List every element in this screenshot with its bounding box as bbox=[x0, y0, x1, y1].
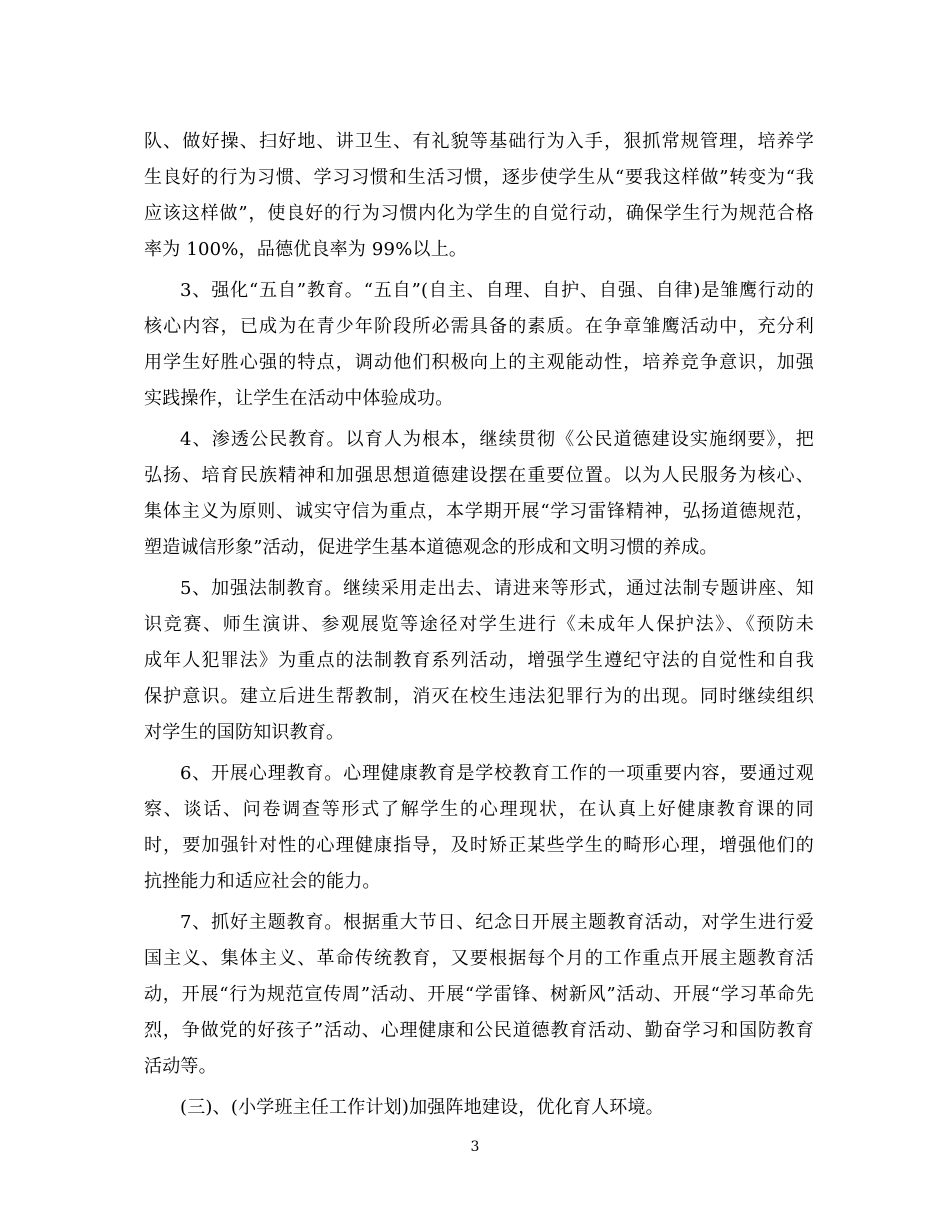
paragraph-3-first-line: 3、强化“五自”教育。“五自”(自主、自理、自护、自强、自律)是雏鹰行动的 bbox=[180, 280, 814, 301]
text-line: 保护意识。建立后进生帮教制，消灭在校生违法犯罪行为的出现。同时继续组织 bbox=[144, 686, 814, 707]
text-line: 察、谈话、问卷调查等形式了解学生的心理现状，在认真上好健康教育课的同 bbox=[144, 799, 814, 820]
text-line: 抗挫能力和适应社会的能力。 bbox=[144, 871, 381, 892]
text-line: 时，要加强针对性的心理健康指导，及时矫正某些学生的畸形心理，增强他们的 bbox=[144, 835, 814, 856]
text-line: 塑造诚信形象”活动，促进学生基本道德观念的形成和文明习惯的养成。 bbox=[144, 537, 718, 558]
paragraph-4-first-line: 4、渗透公民教育。以育人为根本，继续贯彻《公民道德建设实施纲要》，把 bbox=[180, 429, 814, 450]
text-line: 活动等。 bbox=[144, 1056, 217, 1077]
page-number: 3 bbox=[470, 1139, 480, 1155]
text-line: 烈，争做党的好孩子”活动、心理健康和公民道德教育活动、勤奋学习和国防教育 bbox=[144, 1020, 814, 1041]
text-line: 国主义、集体主义、革命传统教育，又要根据每个月的工作重点开展主题教育活 bbox=[144, 948, 814, 969]
text-line: 应该这样做”，使良好的行为习惯内化为学生的自觉行动，确保学生行为规范合格 bbox=[144, 203, 814, 224]
text-line: 成年人犯罪法》为重点的法制教育系列活动，增强学生遵纪守法的自觉性和自我 bbox=[144, 650, 814, 671]
section-heading: (三)、(小学班主任工作计划)加强阵地建设，优化育人环境。 bbox=[180, 1097, 664, 1118]
text-line: 识竞赛、师生演讲、参观展览等途径对学生进行《未成年人保护法》、《预防未 bbox=[144, 614, 814, 635]
text-line: 生良好的行为习惯、学习习惯和生活习惯，逐步使学生从“要我这样做”转变为“我 bbox=[144, 167, 814, 188]
text-line: 用学生好胜心强的特点，调动他们积极向上的主观能动性，培养竞争意识，加强 bbox=[144, 352, 814, 373]
text-line: 队、做好操、扫好地、讲卫生、有礼貌等基础行为入手，狠抓常规管理，培养学 bbox=[144, 131, 814, 152]
paragraph-5-first-line: 5、加强法制教育。继续采用走出去、请进来等形式，通过法制专题讲座、知 bbox=[180, 578, 814, 599]
text-line: 实践操作，让学生在活动中体验成功。 bbox=[144, 388, 454, 409]
text-line: 弘扬、培育民族精神和加强思想道德建设摆在重要位置。以为人民服务为核心、 bbox=[144, 465, 814, 486]
paragraph-6-first-line: 6、开展心理教育。心理健康教育是学校教育工作的一项重要内容，要通过观 bbox=[180, 763, 814, 784]
text-line: 动，开展“行为规范宣传周”活动、开展“学雷锋、树新风”活动、开展“学习革命先 bbox=[144, 984, 814, 1005]
paragraph-7-first-line: 7、抓好主题教育。根据重大节日、纪念日开展主题教育活动，对学生进行爱 bbox=[180, 912, 814, 933]
text-line: 核心内容，已成为在青少年阶段所必需具备的素质。在争章雏鹰活动中，充分利 bbox=[144, 316, 814, 337]
text-line: 集体主义为原则、诚实守信为重点，本学期开展“学习雷锋精神，弘扬道德规范， bbox=[144, 501, 814, 522]
text-line: 率为 100%，品德优良率为 99%以上。 bbox=[144, 239, 468, 260]
text-line: 对学生的国防知识教育。 bbox=[144, 722, 345, 743]
